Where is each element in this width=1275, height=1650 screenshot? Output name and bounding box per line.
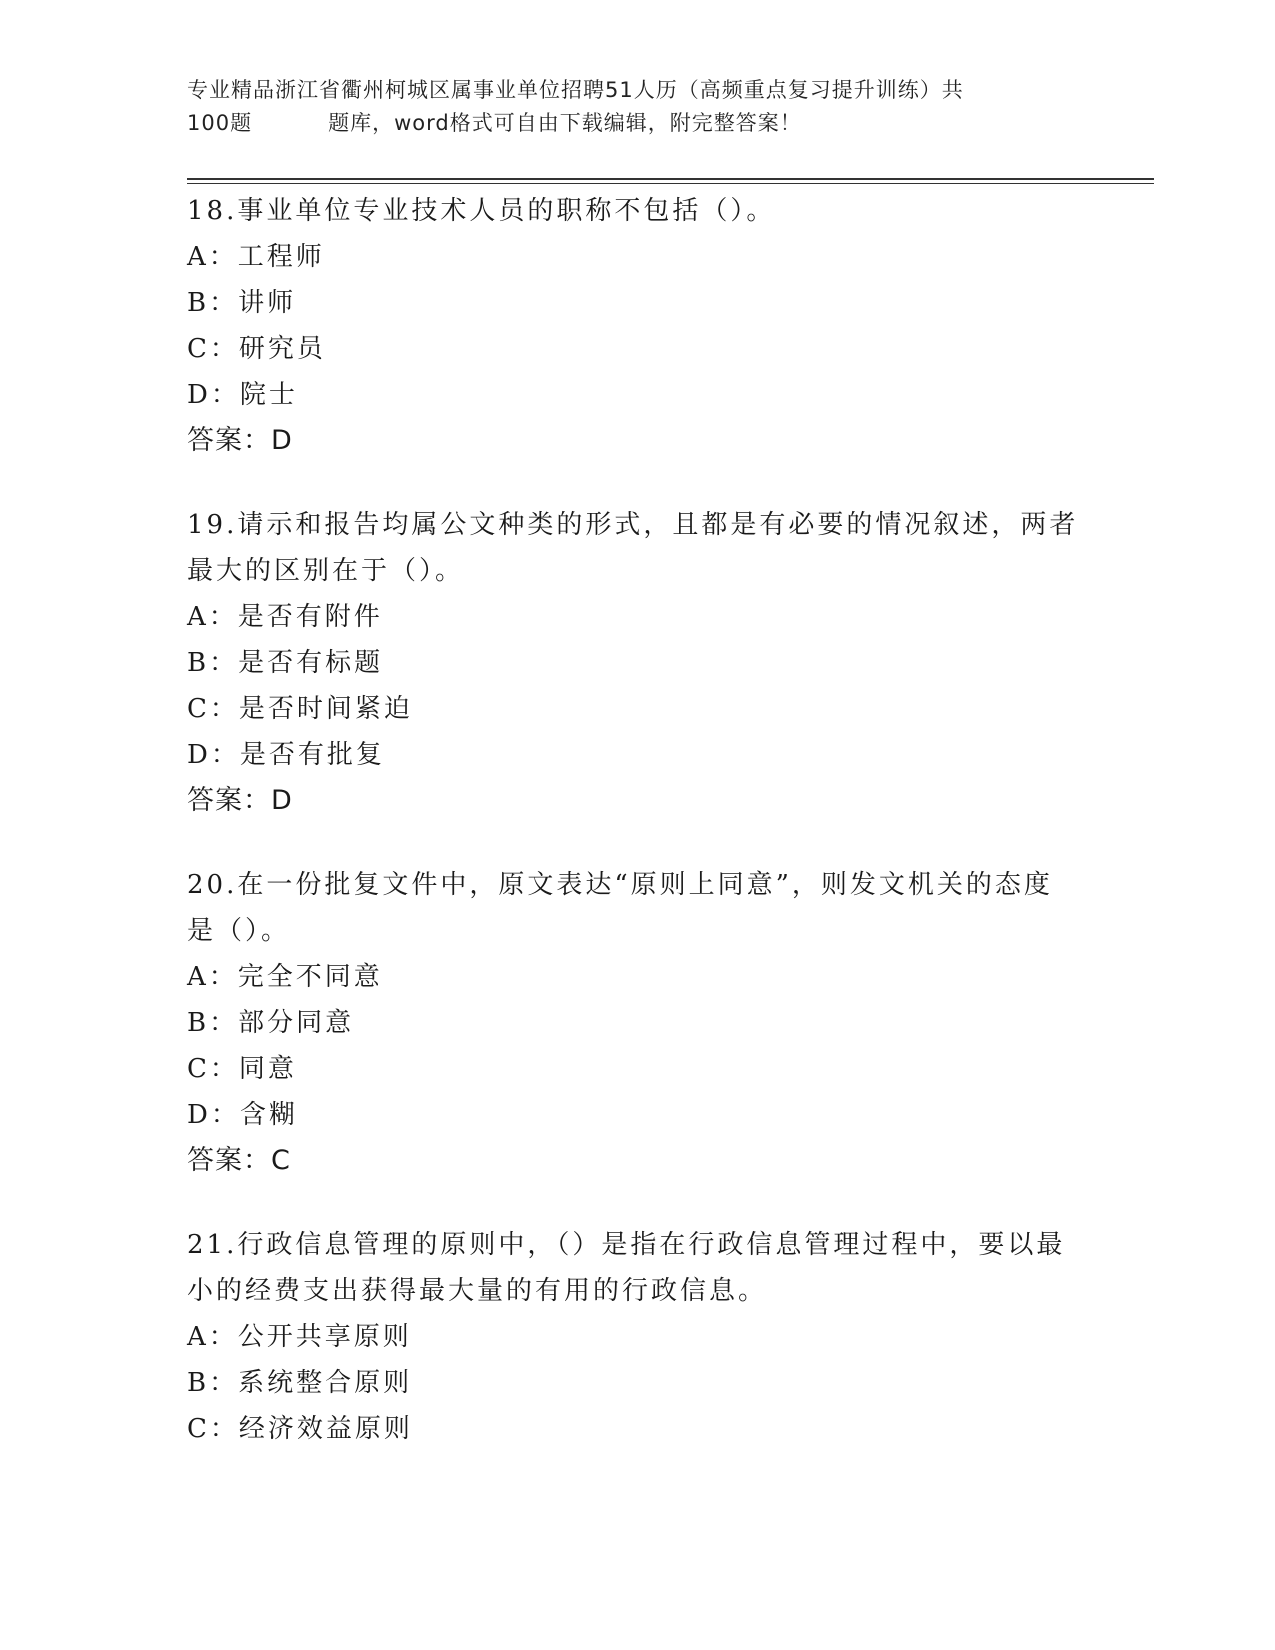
question-stem-line-1: 20.在一份批复文件中，原文表达“原则上同意”，则发文机关的态度	[187, 870, 1053, 900]
option-b: B：是否有标题	[187, 648, 384, 678]
answer: 答案：D	[187, 425, 293, 456]
header-divider-thin	[187, 183, 1154, 184]
question-19	[187, 502, 1087, 824]
question-stem: 18.事业单位专业技术人员的职称不包括（）。	[187, 196, 776, 226]
option-b: B：部分同意	[187, 1008, 355, 1038]
option-c: C：经济效益原则	[187, 1414, 413, 1444]
question-stem-line-1: 19.请示和报告均属公文种类的形式，且都是有必要的情况叙述，两者	[187, 510, 1079, 540]
option-d: D：含糊	[187, 1100, 298, 1130]
document-header	[187, 74, 1087, 140]
option-c: C：是否时间紧迫	[187, 694, 413, 724]
question-list	[187, 188, 1087, 1452]
header-question-count: 100题	[187, 111, 253, 135]
option-c: C：同意	[187, 1054, 297, 1084]
header-line-2	[187, 107, 1087, 140]
question-18	[187, 188, 1087, 464]
header-divider-thick	[187, 178, 1154, 180]
option-a: A：是否有附件	[187, 602, 383, 632]
header-description: 题库，word格式可自由下载编辑，附完整答案！	[328, 111, 802, 135]
question-stem-line-1: 21.行政信息管理的原则中，（）是指在行政信息管理过程中，要以最	[187, 1230, 1066, 1260]
question-stem-line-2: 小的经费支出获得最大量的有用的行政信息。	[187, 1276, 768, 1306]
option-c: C：研究员	[187, 334, 326, 364]
option-b: B：系统整合原则	[187, 1368, 413, 1398]
answer: 答案：C	[187, 1145, 291, 1176]
option-d: D：院士	[187, 380, 298, 410]
option-a: A：完全不同意	[187, 962, 383, 992]
option-a: A：公开共享原则	[187, 1322, 412, 1352]
question-stem-line-2: 是（）。	[187, 916, 291, 946]
question-stem-line-2: 最大的区别在于（）。	[187, 556, 465, 586]
question-21	[187, 1222, 1087, 1452]
header-line-1: 专业精品浙江省衢州柯城区属事业单位招聘51人历（高频重点复习提升训练）共	[187, 78, 964, 102]
option-b: B：讲师	[187, 288, 297, 318]
question-20	[187, 862, 1087, 1184]
option-a: A：工程师	[187, 242, 325, 272]
answer: 答案：D	[187, 785, 293, 816]
option-d: D：是否有批复	[187, 740, 385, 770]
